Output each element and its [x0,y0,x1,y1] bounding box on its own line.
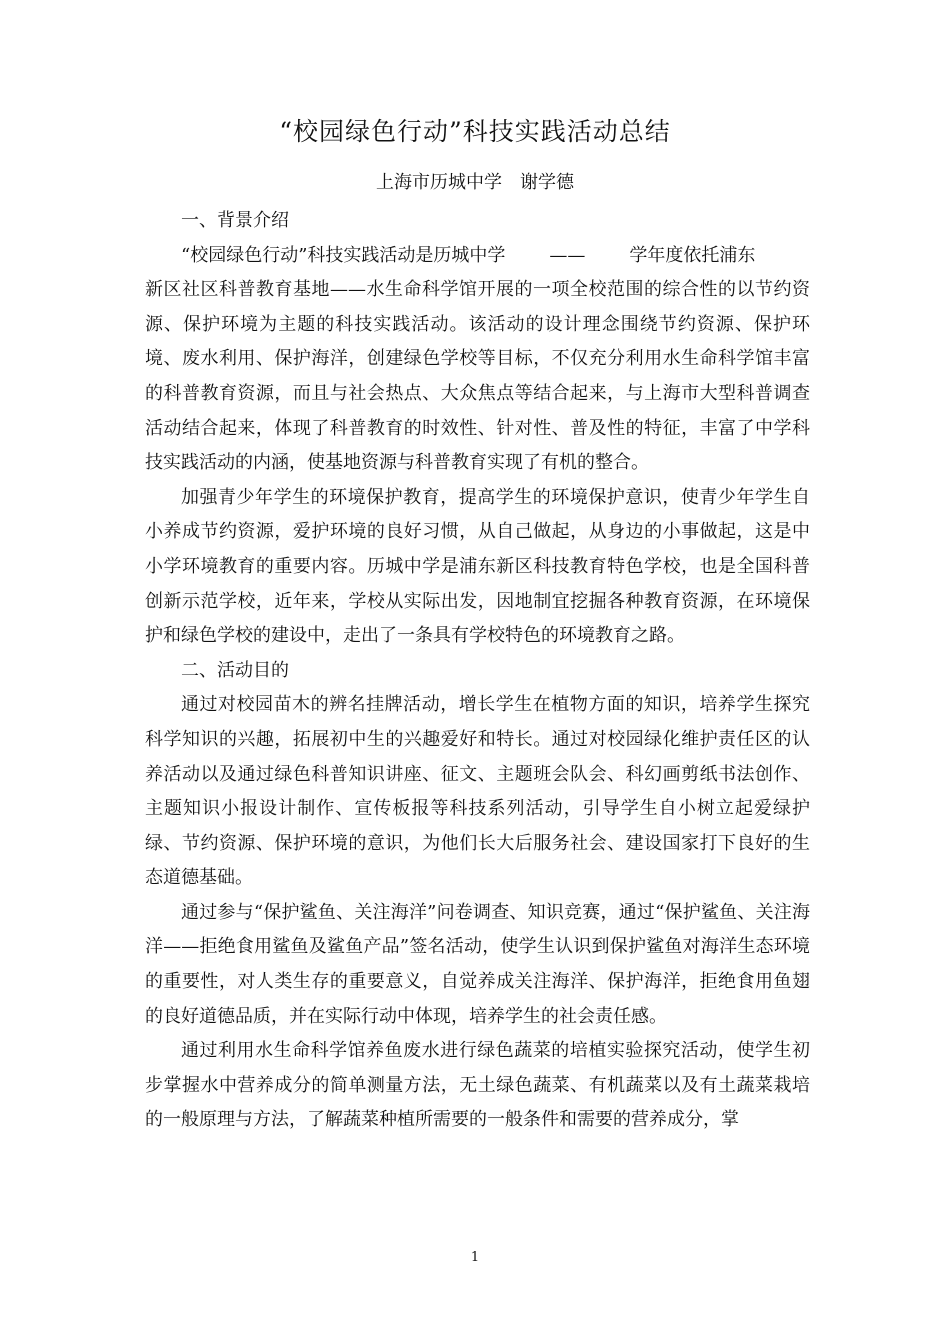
document-title: “校园绿色行动”科技实践活动总结 [279,117,671,146]
document-body [145,204,810,1138]
paragraph-purpose-2: 通过参与“保护鲨鱼、关注海洋”问卷调查、知识竞赛，通过“保护鲨鱼、关注海洋——拒绝食用鲨鱼及鲨鱼产品”签名活动，使学生认识到保护鲨鱼对海洋生态环境的重要性，对人类生存的重要意义，自觉养成关注海洋、保护海洋，拒绝食用鱼翅的良好道德品质，并在实际行动中体现，培养学生的社会责任感。 [145,901,810,1027]
intro-text-part2: 学年度依托浦东 [629,244,756,266]
page-number: 1 [470,1250,480,1265]
document-author: 上海市历城中学 谢学德 [376,172,574,193]
paragraph-intro-first-line [145,239,810,274]
paragraph-background-2: 加强青少年学生的环境保护教育，提高学生的环境保护意识，使青少年学生自小养成节约资源，爱护环境的良好习惯，从自己做起，从身边的小事做起，这是中小学环境教育的重要内容。历城中学是浦东新区科技教育特色学校，也是全国科普创新示范学校，近年来，学校从实际出发，因地制宜挖掘各种教育资源，在环境保护和绿色学校的建设中，走出了一条具有学校特色的环境教育之路。 [145,486,810,647]
intro-year-dash: —— [549,244,586,266]
paragraph-background-1: 新区社区科普教育基地——水生命科学馆开展的一项全校范围的综合性的以节约资源、保护环境为主题的科技实践活动。该活动的设计理念围绕节约资源、保护环境、废水利用、保护海洋，创建绿色学校等目标，不仅充分利用水生命科学馆丰富的科普教育资源，而且与社会热点、大众焦点等结合起来，与上海市大型科普调查活动结合起来，体现了科普教育的时效性、针对性、普及性的特征，丰富了中学科技实践活动的内涵，使基地资源与科普教育实现了有机的整合。 [145,279,810,474]
section-heading-purpose: 二、活动目的 [181,659,289,681]
intro-text-part1: “校园绿色行动”科技实践活动是历城中学 [181,244,506,266]
paragraph-purpose-1: 通过对校园苗木的辨名挂牌活动，增长学生在植物方面的知识，培养学生探究科学知识的兴趣，拓展初中生的兴趣爱好和特长。通过对校园绿化维护责任区的认养活动以及通过绿色科普知识讲座、征文、主题班会队会、科幻画剪纸书法创作、主题知识小报设计制作、宣传板报等科技系列活动，引导学生自小树立起爱绿护绿、节约资源、保护环境的意识，为他们长大后服务社会、建设国家打下良好的生态道德基础。 [145,694,810,889]
section-heading-background: 一、背景介绍 [181,210,289,231]
paragraph-purpose-3: 通过利用水生命科学馆养鱼废水进行绿色蔬菜的培植实验探究活动，使学生初步掌握水中营养成分的简单测量方法，无土绿色蔬菜、有机蔬菜以及有土蔬菜栽培的一般原理与方法，了解蔬菜种植所需要的一般条件和需要的营养成分，掌 [145,1040,810,1131]
